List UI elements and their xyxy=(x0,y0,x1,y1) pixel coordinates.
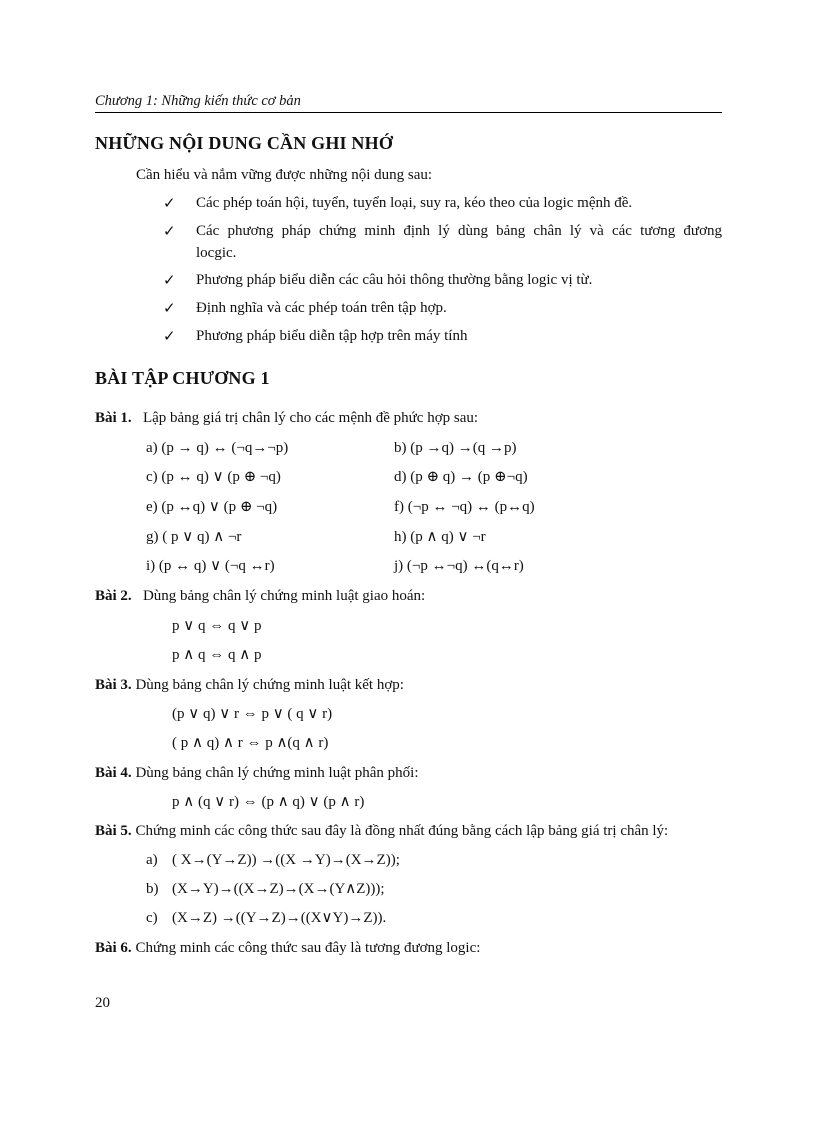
summary-intro: Cần hiểu và nắm vững được những nội dung sau: xyxy=(136,167,433,183)
summary-item-line: Các phương pháp chứng minh định lý dùng bảng chân lý và các tương đương xyxy=(196,223,722,239)
exercise-2 xyxy=(95,587,425,605)
exercise-5 xyxy=(95,822,668,840)
formula: ( X→(Y→Z)) →((X →Y)→(X→Z)); xyxy=(172,852,400,868)
formula: ( p ∧ q) ∧ r ⇔ p ∧(q ∧ r) xyxy=(172,735,329,751)
item-letter: c) xyxy=(146,910,158,926)
check-icon: ✓ xyxy=(163,327,176,345)
formula: p ∨ q ⇔ q ∨ p xyxy=(172,618,262,634)
exercise-text: Dùng bảng chân lý chứng minh luật phân phối: xyxy=(135,765,419,781)
formula-left: a) (p → q) ↔ (¬q→¬p) xyxy=(146,440,289,456)
item-letter: a) xyxy=(146,852,158,868)
check-icon: ✓ xyxy=(163,299,176,317)
formula: (p ∨ q) ∨ r ⇔ p ∨ ( q ∨ r) xyxy=(172,706,333,722)
check-icon: ✓ xyxy=(163,222,176,240)
summary-item-line: locgic. xyxy=(196,245,237,261)
formula-left: i) (p ↔ q) ∨ (¬q ↔r) xyxy=(146,558,275,574)
check-icon: ✓ xyxy=(163,271,176,289)
summary-title: NHỮNG NỘI DUNG CẦN GHI NHỚ xyxy=(95,133,394,153)
formula-right: j) (¬p ↔¬q) ↔(q↔r) xyxy=(394,558,524,574)
chapter-header: Chương 1: Những kiến thức cơ bản xyxy=(95,93,301,109)
exercise-1 xyxy=(95,409,478,427)
item-letter: b) xyxy=(146,881,159,897)
exercise-label: Bài 5. xyxy=(95,823,132,839)
formula: (X→Z) →((Y→Z)→((X∨Y)→Z)). xyxy=(172,910,387,926)
exercise-text: Dùng bảng chân lý chứng minh luật giao hoán: xyxy=(142,588,426,604)
exercise-3 xyxy=(95,676,404,694)
formula-left: c) (p ↔ q) ∨ (p ⊕ ¬q) xyxy=(146,469,281,485)
exercise-label: Bài 2. xyxy=(95,588,132,604)
exercise-label: Bài 1. xyxy=(95,410,132,426)
exercise-text: Chứng minh các công thức sau đây là đồng nhất đúng bằng cách lập bảng giá trị chân lý: xyxy=(135,823,669,839)
exercise-label: Bài 4. xyxy=(95,765,132,781)
formula-left: g) ( p ∨ q) ∧ ¬r xyxy=(146,529,242,545)
check-icon: ✓ xyxy=(163,194,176,212)
summary-item: Phương pháp biểu diễn các câu hỏi thông thường bằng logic vị từ. xyxy=(196,272,593,288)
summary-item: Định nghĩa và các phép toán trên tập hợp. xyxy=(196,300,447,316)
formula: p ∧ (q ∨ r) ⇔ (p ∧ q) ∨ (p ∧ r) xyxy=(172,794,365,810)
formula-right: f) (¬p ↔ ¬q) ↔ (p↔q) xyxy=(394,499,535,515)
exercise-text: Lập bảng giá trị chân lý cho các mệnh đề phức hợp sau: xyxy=(142,410,479,426)
formula-right: b) (p →q) →(q →p) xyxy=(394,440,517,456)
summary-item: Phương pháp biểu diễn tập hợp trên máy tính xyxy=(196,328,468,344)
exercise-label: Bài 3. xyxy=(95,677,132,693)
exercise-label: Bài 6. xyxy=(95,940,132,956)
exercise-text: Dùng bảng chân lý chứng minh luật kết hợp: xyxy=(135,677,404,693)
header-rule xyxy=(95,112,722,113)
summary-item xyxy=(196,220,722,264)
exercise-text: Chứng minh các công thức sau đây là tương đương logic: xyxy=(135,940,481,956)
exercises-title: BÀI TẬP CHƯƠNG 1 xyxy=(95,368,270,388)
formula: (X→Y)→((X→Z)→(X→(Y∧Z))); xyxy=(172,881,385,897)
formula-left: e) (p ↔q) ∨ (p ⊕ ¬q) xyxy=(146,499,278,515)
formula: p ∧ q ⇔ q ∧ p xyxy=(172,647,262,663)
formula-right: d) (p ⊕ q) → (p ⊕¬q) xyxy=(394,469,528,485)
page-number: 20 xyxy=(95,995,110,1011)
exercise-4 xyxy=(95,764,419,782)
summary-item: Các phép toán hội, tuyển, tuyển loại, suy ra, kéo theo của logic mệnh đề. xyxy=(196,195,633,211)
formula-right: h) (p ∧ q) ∨ ¬r xyxy=(394,529,486,545)
exercise-6 xyxy=(95,939,480,957)
